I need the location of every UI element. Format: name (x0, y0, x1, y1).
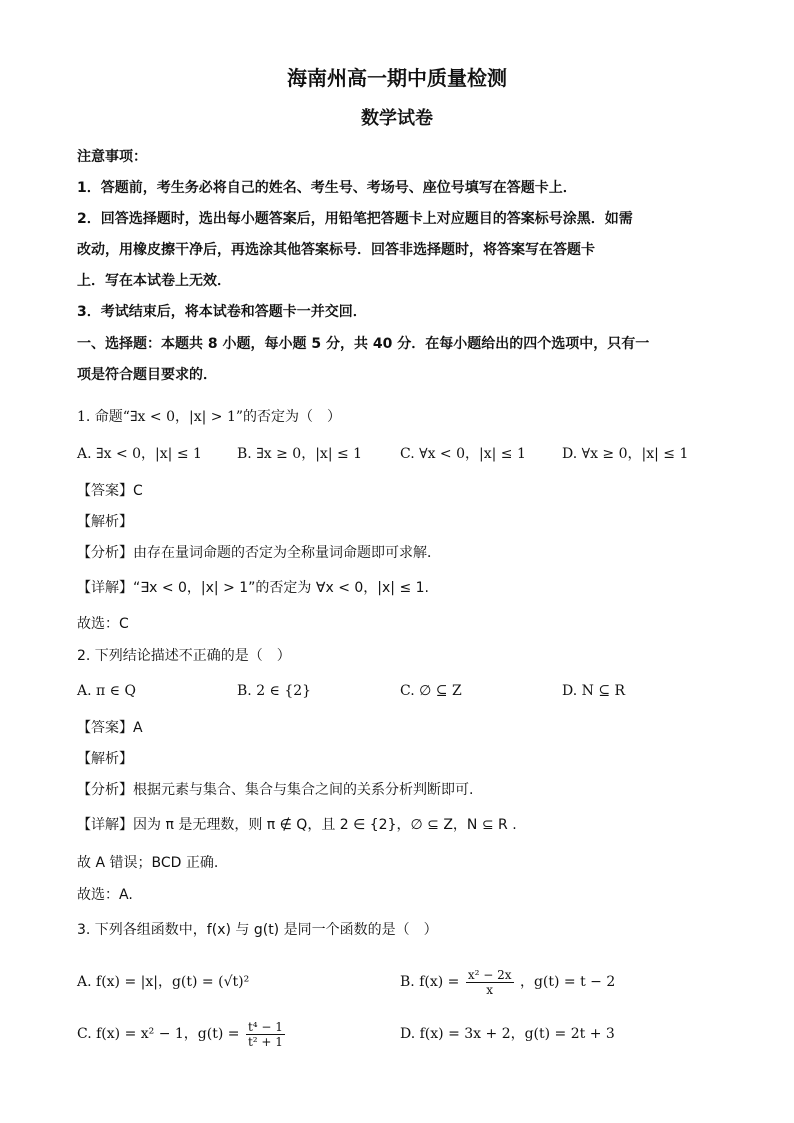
question-2-choice: 故选：A. (77, 887, 133, 903)
notice-item-2-line-1: 2．回答选择题时，选出每小题答案后，用铅笔把答题卡上对应题目的答案标号涂黑．如需 (77, 211, 633, 227)
question-3-option-b-lhs: B. f(x) = (400, 974, 460, 990)
question-1-option-d: D. ∀x ≥ 0，|x| ≤ 1 (562, 446, 689, 462)
fraction-denominator: x (486, 982, 494, 997)
question-1-choice: 故选：C (77, 616, 129, 632)
question-3-option-b (400, 962, 615, 1002)
question-3-option-a: A. f(x) = |x|，g(t) = (√t)² (77, 974, 250, 990)
section-1-line-1: 一、选择题：本题共 8 小题，每小题 5 分，共 40 分．在每小题给出的四个选项中，只有一 (77, 336, 650, 352)
question-2-stem: 2. 下列结论描述不正确的是（ ） (77, 648, 291, 664)
question-1-xiangjie: 【详解】“∃x < 0，|x| > 1”的否定为 ∀x < 0，|x| ≤ 1. (77, 580, 429, 596)
question-3-option-c (77, 1014, 287, 1054)
question-2-conclusion: 故 A 错误；BCD 正确. (77, 855, 219, 871)
question-1-fenxi: 【分析】由存在量词命题的否定为全称量词命题即可求解． (77, 545, 441, 561)
question-3-option-b-fraction (466, 968, 514, 997)
question-1-option-b: B. ∃x ≥ 0，|x| ≤ 1 (237, 446, 363, 462)
notice-heading: 注意事项： (77, 149, 147, 165)
notice-item-2-line-3: 上．写在本试卷上无效． (77, 273, 231, 289)
question-1-analysis-heading: 【解析】 (77, 514, 133, 530)
exam-subtitle: 数学试卷 (361, 108, 433, 129)
question-2-option-a: A. π ∈ Q (77, 683, 136, 699)
question-1-stem: 1. 命题“∃x < 0，|x| > 1”的否定为（ ） (77, 409, 342, 425)
question-2-fenxi: 【分析】根据元素与集合、集合与集合之间的关系分析判断即可. (77, 782, 474, 798)
question-3-stem: 3. 下列各组函数中，f(x) 与 g(t) 是同一个函数的是（ ） (77, 922, 438, 938)
question-1-option-c: C. ∀x < 0，|x| ≤ 1 (400, 446, 526, 462)
question-2-answer: 【答案】A (77, 720, 143, 736)
question-3-option-d: D. f(x) = 3x + 2，g(t) = 2t + 3 (400, 1026, 615, 1042)
question-3-option-b-rhs: ，g(t) = t − 2 (519, 974, 616, 990)
question-2-option-d: D. N ⊆ R (562, 683, 626, 699)
question-2-analysis-heading: 【解析】 (77, 751, 133, 767)
notice-item-3: 3．考试结束后，将本试卷和答题卡一并交回． (77, 304, 367, 320)
question-2-xiangjie: 【详解】因为 π 是无理数，则 π ∉ Q，且 2 ∈ {2}，∅ ⊆ Z，N ⊆ R . (77, 817, 517, 833)
question-2-option-b: B. 2 ∈ {2} (237, 683, 312, 699)
notice-item-2-line-2: 改动，用橡皮擦干净后，再选涂其他答案标号．回答非选择题时，将答案写在答题卡 (77, 242, 595, 258)
question-2-option-c: C. ∅ ⊆ Z (400, 683, 462, 699)
fraction-numerator: x² − 2x (467, 967, 512, 982)
question-3-option-c-lhs: C. f(x) = x² − 1，g(t) = (77, 1026, 240, 1042)
question-3-option-c-fraction (246, 1020, 285, 1049)
question-1-answer: 【答案】C (77, 483, 143, 499)
fraction-denominator: t² + 1 (247, 1034, 283, 1049)
question-1-option-a: A. ∃x < 0，|x| ≤ 1 (77, 446, 202, 462)
fraction-numerator: t⁴ − 1 (247, 1019, 283, 1034)
exam-title: 海南州高一期中质量检测 (287, 66, 507, 90)
notice-item-1: 1．答题前，考生务必将自己的姓名、考生号、考场号、座位号填写在答题卡上． (77, 180, 577, 196)
section-1-line-2: 项是符合题目要求的． (77, 367, 217, 383)
